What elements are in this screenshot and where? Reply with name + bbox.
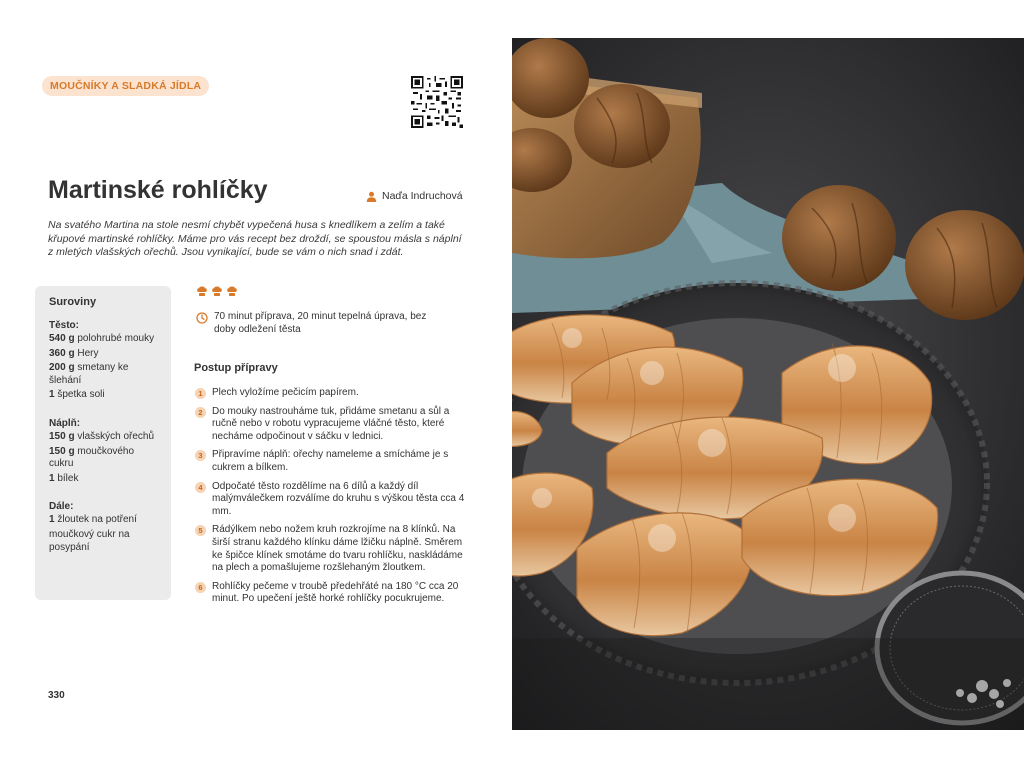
author xyxy=(366,190,463,202)
step-item xyxy=(195,449,470,474)
ingredient-item: 200 g smetany ke šlehání xyxy=(49,362,129,386)
author-name: Naďa Indruchová xyxy=(382,190,463,202)
step-text: Rádýlkem nebo nožem kruh rozkrojíme na 8 klínků. Na širší stranu každého klínku dáme lžičku náplně. Směrem ke špičce klínek smotáme do tvaru rohlíčku, naskládáme na plech a pomašlujeme rozšlehaným žloutkem. xyxy=(212,524,463,574)
step-item xyxy=(195,524,470,574)
ingredient-item: 360 g Hery xyxy=(49,347,99,359)
ingredient-group-title: Dále: xyxy=(49,501,74,513)
step-number: 1 xyxy=(195,388,206,399)
category-badge: MOUČNÍKY A SLADKÁ JÍDLA xyxy=(42,76,209,96)
time-info xyxy=(196,311,432,336)
ingredient-item: 1 špetka soli xyxy=(49,389,105,401)
step-number: 4 xyxy=(195,482,206,493)
step-number: 5 xyxy=(195,525,206,536)
steps-title: Postup přípravy xyxy=(194,362,278,374)
ingredient-item: 540 g polohrubé mouky xyxy=(49,333,155,344)
recipe-intro: Na svatého Martina na stole nesmí chybět vypečená husa s knedlíkem a zelím a také křupové martinské rohlíčky. Máme pro vás recept bez droždí, se spoustou másla s náplní z mletých vlašských ořechů. Jsou vynikající, bude se vám o nich snad i zdát. xyxy=(48,219,462,259)
ingredients-box xyxy=(35,286,171,600)
step-number: 3 xyxy=(195,450,206,461)
ingredient-group-title: Těsto: xyxy=(49,320,79,331)
chef-hat-icon xyxy=(196,285,208,297)
recipe-photo xyxy=(512,38,1024,730)
croissants-photo-image xyxy=(512,38,1024,730)
step-item xyxy=(195,387,470,400)
step-text: Rohlíčky pečeme v troubě předehřáté na 180 °C cca 20 minut. Po upečení ještě horké rohlíčky pocukrujeme. xyxy=(212,580,459,605)
steps-list xyxy=(195,387,470,612)
ingredient-item: 150 g vlašských ořechů xyxy=(49,430,155,442)
step-text: Plech vyložíme pečicím papírem. xyxy=(212,387,359,398)
step-text: Připravíme náplň: ořechy nameleme a smícháme je s cukrem a bílkem. xyxy=(212,449,449,473)
step-item xyxy=(195,406,470,444)
ingredients-title: Suroviny xyxy=(49,296,97,308)
clock-icon xyxy=(196,312,208,324)
chef-hat-icon xyxy=(226,285,238,297)
ingredient-item: 150 g moučkového cukru xyxy=(49,445,135,470)
qr-code-icon[interactable] xyxy=(411,76,463,128)
difficulty-rating xyxy=(196,285,238,297)
step-item xyxy=(195,481,470,519)
step-text: Do mouky nastrouháme tuk, přidáme smetanu a sůl a ručně nebo v robotu vypracujeme vláčné těsto, které necháme odpočinout v sáčku v lednici. xyxy=(212,405,450,442)
ingredient-item: 1 bílek xyxy=(49,472,79,484)
ingredient-group-title: Náplň: xyxy=(49,417,81,429)
ingredient-item: moučkový cukr na posypání xyxy=(49,528,130,553)
step-text: Odpočaté těsto rozdělíme na 6 dílů a každý díl malýmválečkem rozválíme do kruhu s výškou těsta cca 4 mm. xyxy=(212,480,465,517)
person-icon xyxy=(366,191,377,202)
step-number: 2 xyxy=(195,407,206,418)
ingredient-item: 1 žloutek na potření xyxy=(49,514,137,526)
chef-hat-icon xyxy=(211,285,223,297)
step-item xyxy=(195,581,470,606)
step-number: 6 xyxy=(195,582,206,593)
page-number: 330 xyxy=(48,690,65,701)
time-text: 70 minut příprava, 20 minut tepelná úprava, bez doby odležení těsta xyxy=(214,311,427,335)
recipe-title: Martinské rohlíčky xyxy=(48,176,268,204)
